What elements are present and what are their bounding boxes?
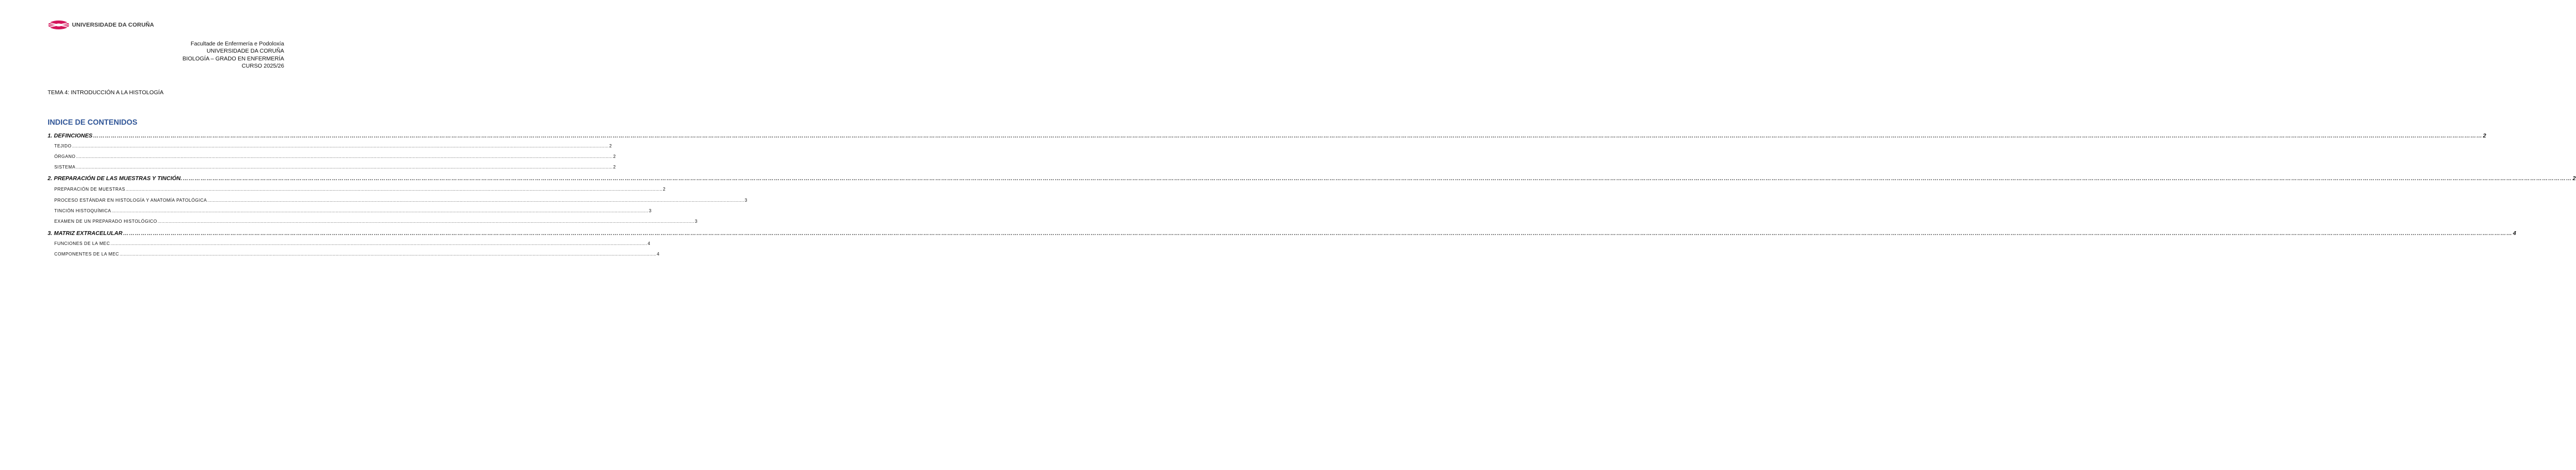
udc-emblem-icon <box>48 20 70 30</box>
toc-page-number: 2 <box>663 187 666 192</box>
dot-leader: ………………………………………………………………………………………………………………………………………………………………………………………………………………………………………………………………………………………………………………………………………………………………………………………………………………………………………………………………………………………………………………………………………………………………………………………………………………………………………………………………………………………………………………………………………………………………………………………………………………………………………………………………………………………………………………………………………………………………………………………………………………………………………………………………………………………………………… <box>92 133 2482 139</box>
toc-page-number: 2 <box>609 144 612 149</box>
toc-page-number: 3 <box>694 219 698 224</box>
university-name: UNIVERSIDADE DA CORUÑA <box>207 48 284 55</box>
course-subject: BIOLOGÍA – GRADO EN ENFERMERÍA <box>182 55 284 62</box>
dot-leader: ................................................................................................................................................................................................................................................................................................................................................................................................................ <box>120 252 657 257</box>
logo-text: UNIVERSIDADE DA CORUÑA <box>72 22 154 28</box>
dot-leader: ………………………………………………………………………………………………………………………………………………………………………………………………………………………………………………………………………………………………………………………………………………………………………………………………………………………………………………………………………………………………………………………………………………………………………………………………………………………………………………………………………………………………………………………………………………………………………………………………………………………………………………………………………………………………………………………………………………………………………………………………………………………………………………………………………………………………………… <box>123 231 2513 237</box>
toc-page-number: 2 <box>613 165 616 170</box>
toc-entry-label: PROCESO ESTÁNDAR EN HISTOLOGÍA Y ANATOMÍA PATOLÓGICA <box>54 198 207 203</box>
dot-leader: ................................................................................................................................................................................................................................................................................................................................................................................................................ <box>110 241 647 246</box>
toc-heading: INDICE DE CONTENIDOS <box>48 118 138 126</box>
faculty-name: Facultade de Enfermería e Podoloxía <box>190 41 284 47</box>
dot-leader: ................................................................................................................................................................................................................................................................................................................................................................................................................ <box>76 154 613 159</box>
dot-leader: ................................................................................................................................................................................................................................................................................................................................................................................................................ <box>157 219 694 224</box>
toc-page-number: 2 <box>613 154 616 159</box>
toc-entry[interactable] <box>48 144 612 149</box>
dot-leader: ................................................................................................................................................................................................................................................................................................................................................................................................................ <box>76 165 613 170</box>
toc-page-number: 3 <box>744 198 748 203</box>
dot-leader: ................................................................................................................................................................................................................................................................................................................................................................................................................ <box>111 208 648 213</box>
toc-entry[interactable] <box>48 241 651 246</box>
toc-entry[interactable] <box>48 165 616 170</box>
dot-leader: ………………………………………………………………………………………………………………………………………………………………………………………………………………………………………………………………………………………………………………………………………………………………………………………………………………………………………………………………………………………………………………………………………………………………………………………………………………………………………………………………………………………………………………………………………………………………………………………………………………………………………………………………………………………………………………………………………………………………………………………………………………………………………………………………………………………………………… <box>182 176 2572 182</box>
academic-year: CURSO 2025/26 <box>241 63 284 70</box>
toc-entry[interactable] <box>48 133 2486 139</box>
toc-page-number: 4 <box>657 252 660 257</box>
toc-entry-label: 1. DEFINCIONES <box>48 133 92 139</box>
toc-entry-label: TINCIÓN HISTOQUÍMICA <box>54 208 111 213</box>
dot-leader: ................................................................................................................................................................................................................................................................................................................................................................................................................ <box>126 187 663 192</box>
toc-entry[interactable] <box>48 231 2516 237</box>
toc-entry[interactable] <box>48 176 2576 182</box>
toc-entry-label: SISTEMA <box>54 165 76 170</box>
university-logo <box>48 20 154 30</box>
toc-entry-label: COMPONENTES DE LA MEC <box>54 252 120 257</box>
toc-page-number: 4 <box>2513 231 2516 237</box>
toc-entry-label: EXAMEN DE UN PREPARADO HISTOLÓGICO <box>54 219 157 224</box>
dot-leader: ................................................................................................................................................................................................................................................................................................................................................................................................................ <box>207 198 744 203</box>
dot-leader: ................................................................................................................................................................................................................................................................................................................................................................................................................ <box>72 144 609 149</box>
toc-entry[interactable] <box>48 252 660 257</box>
toc-entry[interactable] <box>48 154 616 159</box>
toc-entry-label: ÓRGANO <box>54 154 76 159</box>
toc-entry[interactable] <box>48 208 652 213</box>
toc-page-number: 4 <box>647 241 651 246</box>
toc-entry-label: 2. PREPARACIÓN DE LAS MUESTRAS Y TINCIÓN. <box>48 176 182 182</box>
toc-entry[interactable] <box>48 198 748 203</box>
document-header <box>183 40 284 70</box>
toc-page-number: 2 <box>2482 133 2486 139</box>
topic-title: TEMA 4: INTRODUCCIÓN A LA HISTOLOGÍA <box>48 90 164 96</box>
toc-entry[interactable] <box>48 187 666 192</box>
toc-entry-label: PREPARACIÓN DE MUESTRAS <box>54 187 125 192</box>
toc-entry-label: FUNCIONES DE LA MEC <box>54 241 110 246</box>
toc-page-number: 3 <box>648 208 652 213</box>
toc-page-number: 2 <box>2572 176 2576 182</box>
toc-entry-label: TEJIDO <box>54 144 72 149</box>
toc-entry-label: 3. MATRIZ EXTRACELULAR <box>48 231 123 237</box>
toc-entry[interactable] <box>48 219 698 224</box>
